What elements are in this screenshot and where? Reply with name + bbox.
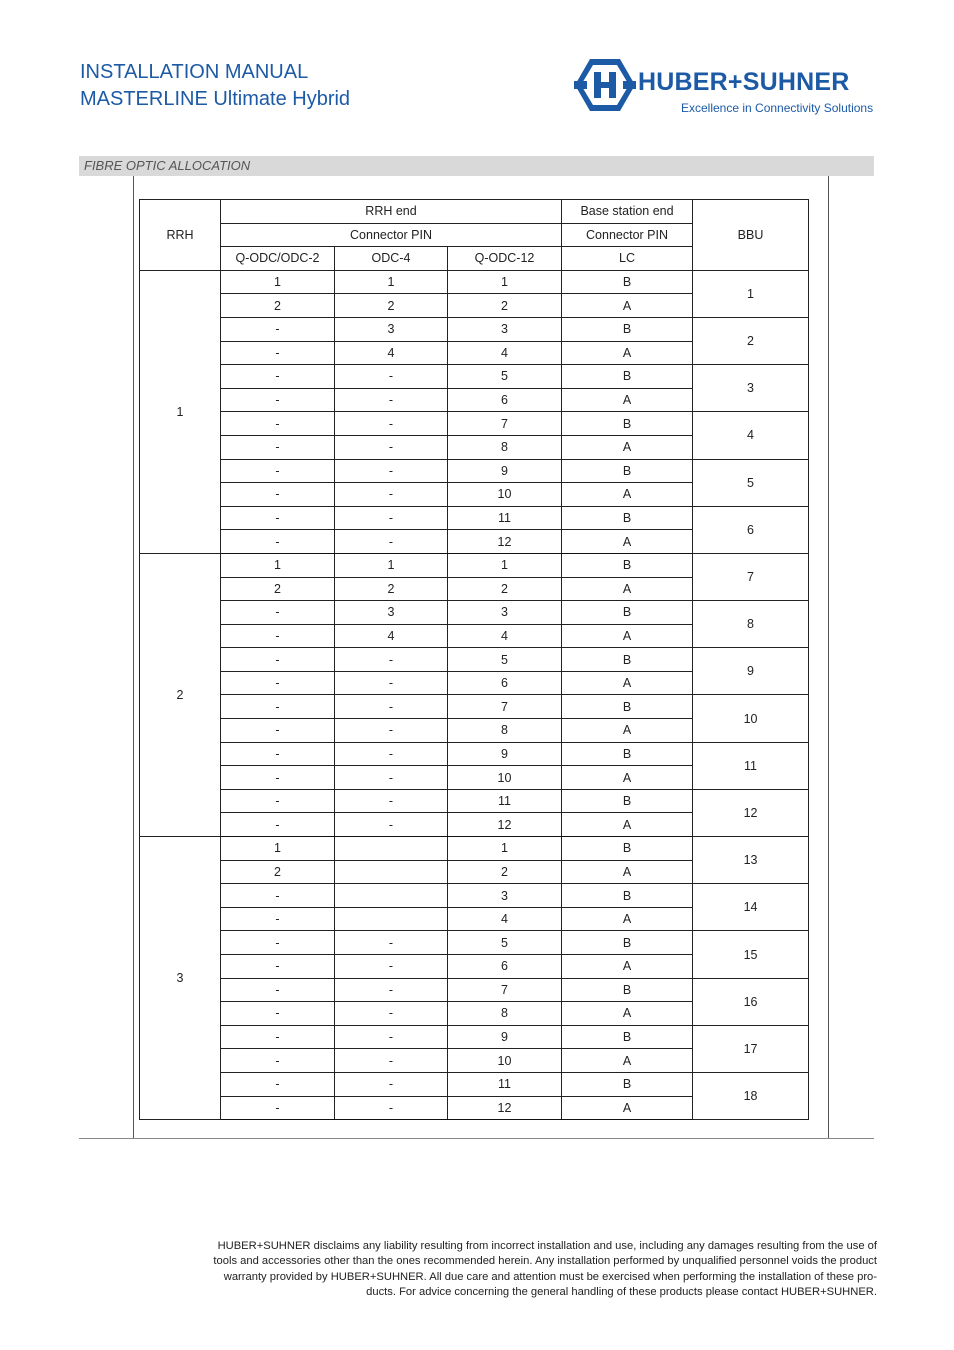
odc-4-cell bbox=[335, 907, 448, 931]
odc-4-cell: - bbox=[335, 789, 448, 813]
q-odc-2-cell: - bbox=[221, 695, 335, 719]
bbu-cell: 7 bbox=[693, 553, 809, 600]
q-odc-2-cell: - bbox=[221, 435, 335, 459]
table-row bbox=[140, 789, 809, 813]
q-odc-12-cell: 11 bbox=[448, 506, 562, 530]
q-odc-2-cell: 2 bbox=[221, 860, 335, 884]
disclaimer-line: ducts. For advice concerning the general handling of these products please contact HUBER+SUHNER. bbox=[366, 1286, 877, 1299]
q-odc-2-cell: - bbox=[221, 766, 335, 790]
q-odc-2-cell: - bbox=[221, 317, 335, 341]
logo-brand-text: HUBER+SUHNER bbox=[638, 68, 850, 96]
q-odc-12-cell: 5 bbox=[448, 648, 562, 672]
disclaimer-line: warranty provided by HUBER+SUHNER. All due care and attention must be exercised when performing the installation of these pro- bbox=[223, 1270, 877, 1283]
bbu-cell: 10 bbox=[693, 695, 809, 742]
lc-cell: A bbox=[562, 860, 693, 884]
hs-hexagon-icon bbox=[574, 58, 636, 112]
lc-cell: B bbox=[562, 506, 693, 530]
table-row bbox=[140, 317, 809, 341]
table-row bbox=[140, 365, 809, 389]
table-row bbox=[140, 1025, 809, 1049]
lc-cell: A bbox=[562, 341, 693, 365]
bbu-cell: 17 bbox=[693, 1025, 809, 1072]
q-odc-12-cell: 8 bbox=[448, 435, 562, 459]
rrh-cell: 3 bbox=[140, 837, 221, 1120]
frame-left-rule bbox=[133, 176, 134, 1138]
lc-cell: B bbox=[562, 459, 693, 483]
q-odc-2-cell: - bbox=[221, 671, 335, 695]
odc-4-cell: - bbox=[335, 766, 448, 790]
q-odc-2-cell: - bbox=[221, 483, 335, 507]
q-odc-2-cell: - bbox=[221, 1002, 335, 1026]
odc-4-cell: - bbox=[335, 931, 448, 955]
q-odc-12-cell: 12 bbox=[448, 530, 562, 554]
q-odc-12-cell: 4 bbox=[448, 341, 562, 365]
q-odc-2-cell: - bbox=[221, 412, 335, 436]
q-odc-12-cell: 1 bbox=[448, 837, 562, 861]
header-q-odc-12: Q-ODC-12 bbox=[448, 247, 562, 271]
table-row bbox=[140, 931, 809, 955]
q-odc-12-cell: 1 bbox=[448, 270, 562, 294]
odc-4-cell: - bbox=[335, 1002, 448, 1026]
q-odc-12-cell: 7 bbox=[448, 978, 562, 1002]
disclaimer-line: HUBER+SUHNER disclaims any liability resulting from incorrect installation and use, including any damages resulting from the use of bbox=[217, 1240, 877, 1252]
table-row bbox=[140, 978, 809, 1002]
odc-4-cell: - bbox=[335, 978, 448, 1002]
q-odc-2-cell: 2 bbox=[221, 577, 335, 601]
q-odc-2-cell: - bbox=[221, 341, 335, 365]
odc-4-cell: 2 bbox=[335, 294, 448, 318]
q-odc-12-cell: 2 bbox=[448, 577, 562, 601]
lc-cell: A bbox=[562, 435, 693, 459]
lc-cell: A bbox=[562, 719, 693, 743]
q-odc-12-cell: 4 bbox=[448, 907, 562, 931]
q-odc-2-cell: 1 bbox=[221, 837, 335, 861]
table-row bbox=[140, 695, 809, 719]
frame-bottom-rule bbox=[79, 1138, 874, 1139]
odc-4-cell: - bbox=[335, 412, 448, 436]
q-odc-2-cell: - bbox=[221, 601, 335, 625]
lc-cell: A bbox=[562, 813, 693, 837]
q-odc-12-cell: 5 bbox=[448, 365, 562, 389]
table-row bbox=[140, 601, 809, 625]
table-row bbox=[140, 553, 809, 577]
rrh-cell: 1 bbox=[140, 270, 221, 553]
lc-cell: A bbox=[562, 766, 693, 790]
q-odc-2-cell: - bbox=[221, 789, 335, 813]
q-odc-12-cell: 3 bbox=[448, 601, 562, 625]
table-row bbox=[140, 412, 809, 436]
q-odc-12-cell: 10 bbox=[448, 766, 562, 790]
table-row bbox=[140, 270, 809, 294]
bbu-cell: 11 bbox=[693, 742, 809, 789]
q-odc-2-cell: - bbox=[221, 648, 335, 672]
q-odc-12-cell: 8 bbox=[448, 1002, 562, 1026]
q-odc-2-cell: 1 bbox=[221, 553, 335, 577]
rrh-cell: 2 bbox=[140, 553, 221, 836]
frame-right-rule bbox=[828, 176, 829, 1138]
lc-cell: B bbox=[562, 317, 693, 341]
odc-4-cell bbox=[335, 837, 448, 861]
odc-4-cell: - bbox=[335, 671, 448, 695]
odc-4-cell bbox=[335, 884, 448, 908]
bbu-cell: 13 bbox=[693, 837, 809, 884]
odc-4-cell: - bbox=[335, 506, 448, 530]
q-odc-2-cell: 1 bbox=[221, 270, 335, 294]
odc-4-cell: - bbox=[335, 648, 448, 672]
q-odc-2-cell: - bbox=[221, 931, 335, 955]
lc-cell: A bbox=[562, 483, 693, 507]
header-bbu: BBU bbox=[693, 200, 809, 271]
header-rrh-end: RRH end bbox=[221, 200, 562, 224]
q-odc-12-cell: 7 bbox=[448, 695, 562, 719]
odc-4-cell: 2 bbox=[335, 577, 448, 601]
q-odc-2-cell: - bbox=[221, 1049, 335, 1073]
lc-cell: B bbox=[562, 978, 693, 1002]
document-title bbox=[80, 59, 350, 113]
q-odc-12-cell: 11 bbox=[448, 789, 562, 813]
header-connector-pin-bs: Connector PIN bbox=[562, 223, 693, 247]
bbu-cell: 2 bbox=[693, 317, 809, 364]
q-odc-12-cell: 10 bbox=[448, 483, 562, 507]
bbu-cell: 4 bbox=[693, 412, 809, 459]
lc-cell: A bbox=[562, 907, 693, 931]
bbu-cell: 15 bbox=[693, 931, 809, 978]
odc-4-cell: 1 bbox=[335, 270, 448, 294]
q-odc-2-cell: 2 bbox=[221, 294, 335, 318]
odc-4-cell: - bbox=[335, 435, 448, 459]
lc-cell: A bbox=[562, 530, 693, 554]
table-row bbox=[140, 648, 809, 672]
q-odc-2-cell: - bbox=[221, 459, 335, 483]
lc-cell: B bbox=[562, 1072, 693, 1096]
lc-cell: B bbox=[562, 648, 693, 672]
q-odc-12-cell: 12 bbox=[448, 1096, 562, 1120]
company-logo bbox=[574, 58, 874, 120]
q-odc-12-cell: 10 bbox=[448, 1049, 562, 1073]
lc-cell: B bbox=[562, 931, 693, 955]
title-line-2: MASTERLINE Ultimate Hybrid bbox=[80, 88, 351, 110]
bbu-cell: 16 bbox=[693, 978, 809, 1025]
q-odc-12-cell: 4 bbox=[448, 624, 562, 648]
fibre-allocation-table bbox=[139, 199, 809, 1120]
q-odc-2-cell: - bbox=[221, 388, 335, 412]
odc-4-cell: - bbox=[335, 483, 448, 507]
odc-4-cell: 4 bbox=[335, 624, 448, 648]
lc-cell: A bbox=[562, 671, 693, 695]
logo-tagline: Excellence in Connectivity Solutions bbox=[681, 101, 874, 115]
q-odc-12-cell: 9 bbox=[448, 459, 562, 483]
bbu-cell: 8 bbox=[693, 601, 809, 648]
lc-cell: B bbox=[562, 742, 693, 766]
disclaimer-line: tools and accessories other than the ones recommended herein. Any installation performed by unqualified personnel voids the product bbox=[213, 1255, 877, 1268]
lc-cell: B bbox=[562, 1025, 693, 1049]
odc-4-cell: 3 bbox=[335, 601, 448, 625]
q-odc-12-cell: 5 bbox=[448, 931, 562, 955]
q-odc-12-cell: 11 bbox=[448, 1072, 562, 1096]
q-odc-12-cell: 8 bbox=[448, 719, 562, 743]
header-connector-pin-rrh: Connector PIN bbox=[221, 223, 562, 247]
lc-cell: B bbox=[562, 837, 693, 861]
odc-4-cell: - bbox=[335, 695, 448, 719]
odc-4-cell: - bbox=[335, 1072, 448, 1096]
lc-cell: B bbox=[562, 553, 693, 577]
disclaimer bbox=[180, 1239, 877, 1301]
lc-cell: A bbox=[562, 1096, 693, 1120]
lc-cell: B bbox=[562, 412, 693, 436]
q-odc-2-cell: - bbox=[221, 365, 335, 389]
q-odc-12-cell: 9 bbox=[448, 1025, 562, 1049]
q-odc-2-cell: - bbox=[221, 978, 335, 1002]
lc-cell: B bbox=[562, 365, 693, 389]
q-odc-2-cell: - bbox=[221, 955, 335, 979]
section-header-bar bbox=[79, 156, 874, 176]
bbu-cell: 9 bbox=[693, 648, 809, 695]
q-odc-2-cell: - bbox=[221, 1025, 335, 1049]
lc-cell: B bbox=[562, 270, 693, 294]
odc-4-cell: - bbox=[335, 365, 448, 389]
table-body bbox=[140, 270, 809, 1119]
q-odc-2-cell: - bbox=[221, 719, 335, 743]
odc-4-cell bbox=[335, 860, 448, 884]
lc-cell: A bbox=[562, 1049, 693, 1073]
bbu-cell: 6 bbox=[693, 506, 809, 553]
q-odc-12-cell: 3 bbox=[448, 884, 562, 908]
odc-4-cell: - bbox=[335, 530, 448, 554]
odc-4-cell: - bbox=[335, 388, 448, 412]
q-odc-12-cell: 12 bbox=[448, 813, 562, 837]
odc-4-cell: - bbox=[335, 955, 448, 979]
q-odc-2-cell: - bbox=[221, 1072, 335, 1096]
bbu-cell: 3 bbox=[693, 365, 809, 412]
q-odc-12-cell: 2 bbox=[448, 860, 562, 884]
q-odc-2-cell: - bbox=[221, 506, 335, 530]
lc-cell: A bbox=[562, 1002, 693, 1026]
odc-4-cell: - bbox=[335, 742, 448, 766]
q-odc-12-cell: 6 bbox=[448, 671, 562, 695]
q-odc-2-cell: - bbox=[221, 907, 335, 931]
table-row bbox=[140, 837, 809, 861]
table-row bbox=[140, 506, 809, 530]
lc-cell: B bbox=[562, 884, 693, 908]
header-base-station-end: Base station end bbox=[562, 200, 693, 224]
lc-cell: B bbox=[562, 695, 693, 719]
lc-cell: A bbox=[562, 624, 693, 648]
title-line-1: INSTALLATION MANUAL bbox=[80, 61, 309, 83]
header-lc: LC bbox=[562, 247, 693, 271]
lc-cell: A bbox=[562, 955, 693, 979]
odc-4-cell: - bbox=[335, 459, 448, 483]
table-row bbox=[140, 1072, 809, 1096]
header-odc-4: ODC-4 bbox=[335, 247, 448, 271]
q-odc-2-cell: - bbox=[221, 813, 335, 837]
odc-4-cell: - bbox=[335, 1049, 448, 1073]
table-header bbox=[140, 200, 809, 271]
odc-4-cell: 4 bbox=[335, 341, 448, 365]
bbu-cell: 18 bbox=[693, 1072, 809, 1119]
section-title: FIBRE OPTIC ALLOCATION bbox=[84, 158, 251, 173]
lc-cell: B bbox=[562, 789, 693, 813]
table-row bbox=[140, 459, 809, 483]
q-odc-12-cell: 3 bbox=[448, 317, 562, 341]
odc-4-cell: 1 bbox=[335, 553, 448, 577]
odc-4-cell: 3 bbox=[335, 317, 448, 341]
q-odc-12-cell: 1 bbox=[448, 553, 562, 577]
bbu-cell: 12 bbox=[693, 789, 809, 836]
q-odc-12-cell: 9 bbox=[448, 742, 562, 766]
odc-4-cell: - bbox=[335, 719, 448, 743]
table-row bbox=[140, 742, 809, 766]
q-odc-2-cell: - bbox=[221, 1096, 335, 1120]
q-odc-12-cell: 2 bbox=[448, 294, 562, 318]
q-odc-12-cell: 7 bbox=[448, 412, 562, 436]
header-q-odc-2: Q-ODC/ODC-2 bbox=[221, 247, 335, 271]
odc-4-cell: - bbox=[335, 813, 448, 837]
q-odc-2-cell: - bbox=[221, 742, 335, 766]
lc-cell: A bbox=[562, 577, 693, 601]
q-odc-12-cell: 6 bbox=[448, 955, 562, 979]
q-odc-2-cell: - bbox=[221, 884, 335, 908]
lc-cell: A bbox=[562, 388, 693, 412]
odc-4-cell: - bbox=[335, 1025, 448, 1049]
bbu-cell: 5 bbox=[693, 459, 809, 506]
lc-cell: A bbox=[562, 294, 693, 318]
bbu-cell: 14 bbox=[693, 884, 809, 931]
q-odc-2-cell: - bbox=[221, 530, 335, 554]
bbu-cell: 1 bbox=[693, 270, 809, 317]
odc-4-cell: - bbox=[335, 1096, 448, 1120]
header-rrh: RRH bbox=[140, 200, 221, 271]
q-odc-12-cell: 6 bbox=[448, 388, 562, 412]
table-row bbox=[140, 884, 809, 908]
lc-cell: B bbox=[562, 601, 693, 625]
q-odc-2-cell: - bbox=[221, 624, 335, 648]
